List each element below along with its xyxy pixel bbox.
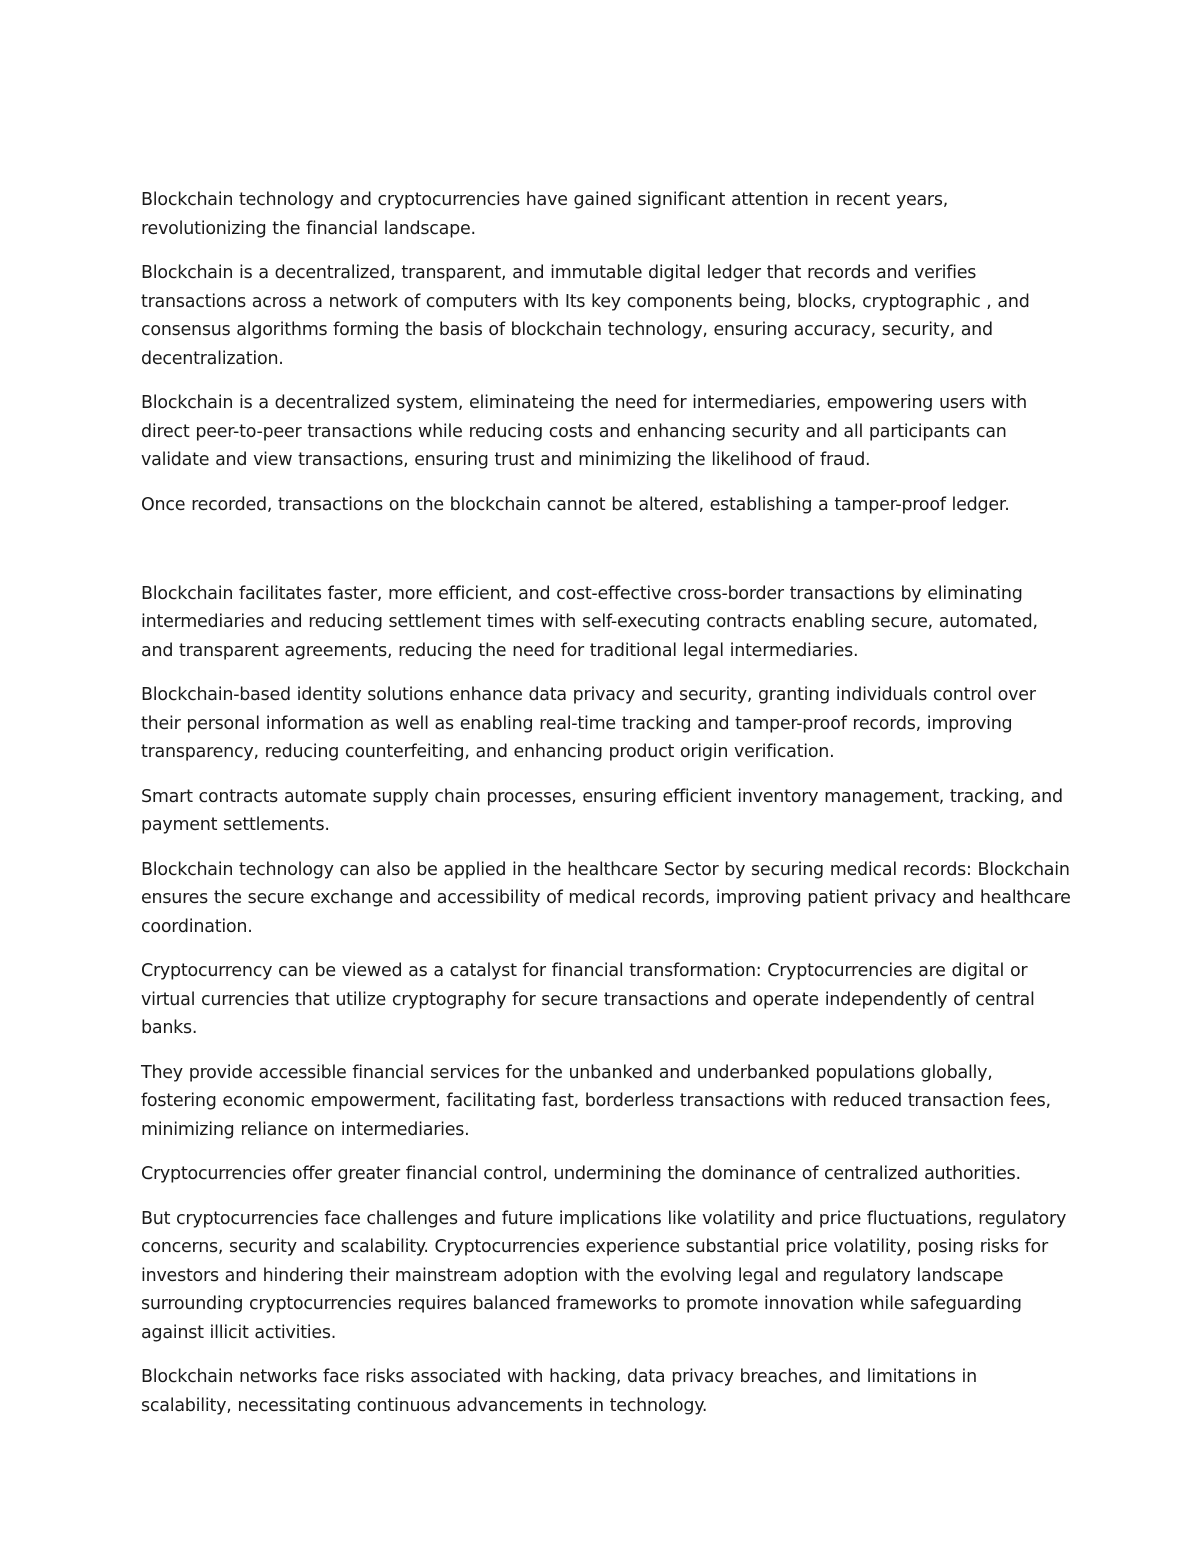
paragraph-financial-inclusion: They provide accessible financial services for the unbanked and underbanked populations globally, fostering economic empowerment, facilitating fast, borderless transactions with reduced transaction fees, minimizing reliance on intermediaries. <box>141 1062 1051 1140</box>
paragraph-decentralized-system: Blockchain is a decentralized system, eliminateing the need for intermediaries, empowering users with direct peer-to-peer transactions while reducing costs and enhancing security and all participants can validate and view transactions, ensuring trust and minimizing the likelihood of fraud. <box>141 393 1027 470</box>
paragraph-blockchain-definition: Blockchain is a decentralized, transparent, and immutable digital ledger that records and verifies transactions across a network of computers with Its key components being, blocks, cryptographic , and consensus algorithms forming the basis of blockchain technology, ensuring accuracy, security, and decentralization. <box>141 263 1030 369</box>
paragraph-identity-solutions: Blockchain-based identity solutions enhance data privacy and security, granting individuals control over their personal information as well as enabling real-time tracking and tamper-proof records, improving transparency, reducing counterfeiting, and enhancing product origin verification. <box>141 685 1036 762</box>
paragraph-challenges: But cryptocurrencies face challenges and future implications like volatility and price fluctuations, regulatory concerns, security and scalability. Cryptocurrencies experience substantial price volatility, posing risks for investors and hindering their mainstream adoption with the evolving legal and regulatory landscape surrounding cryptocurrencies requires balanced frameworks to promote innovation while safeguarding against illicit activities. <box>141 1208 1067 1343</box>
paragraph-financial-control: Cryptocurrencies offer greater financial control, undermining the dominance of centralized authorities. <box>141 1164 1021 1184</box>
paragraph-cryptocurrency-catalyst: Cryptocurrency can be viewed as a catalyst for financial transformation: Cryptocurrencies are digital or virtual currencies that utilize cryptography for secure transactions and operate independently of central banks. <box>141 961 1035 1038</box>
paragraph-smart-contracts: Smart contracts automate supply chain processes, ensuring efficient inventory management, tracking, and payment settlements. <box>141 786 1063 835</box>
paragraph-cross-border: Blockchain facilitates faster, more efficient, and cost-effective cross-border transactions by eliminating intermediaries and reducing settlement times with self-executing contracts enabling secure, automated, and transparent agreements, reducing the need for traditional legal intermediaries. <box>141 583 1038 661</box>
paragraph-intro: Blockchain technology and cryptocurrencies have gained significant attention in recent years, revolutionizing the financial landscape. <box>141 190 949 239</box>
empty-paragraph <box>141 535 1071 564</box>
document-body <box>141 186 1071 1436</box>
paragraph-healthcare: Blockchain technology can also be applied in the healthcare Sector by securing medical records: Blockchain ensures the secure exchange and accessibility of medical records, improving patient privacy and healthcare coordination. <box>141 859 1071 937</box>
paragraph-risks: Blockchain networks face risks associated with hacking, data privacy breaches, and limitations in scalability, necessitating continuous advancements in technology. <box>141 1367 977 1416</box>
paragraph-tamper-proof: Once recorded, transactions on the blockchain cannot be altered, establishing a tamper-proof ledger. <box>141 494 1010 515</box>
